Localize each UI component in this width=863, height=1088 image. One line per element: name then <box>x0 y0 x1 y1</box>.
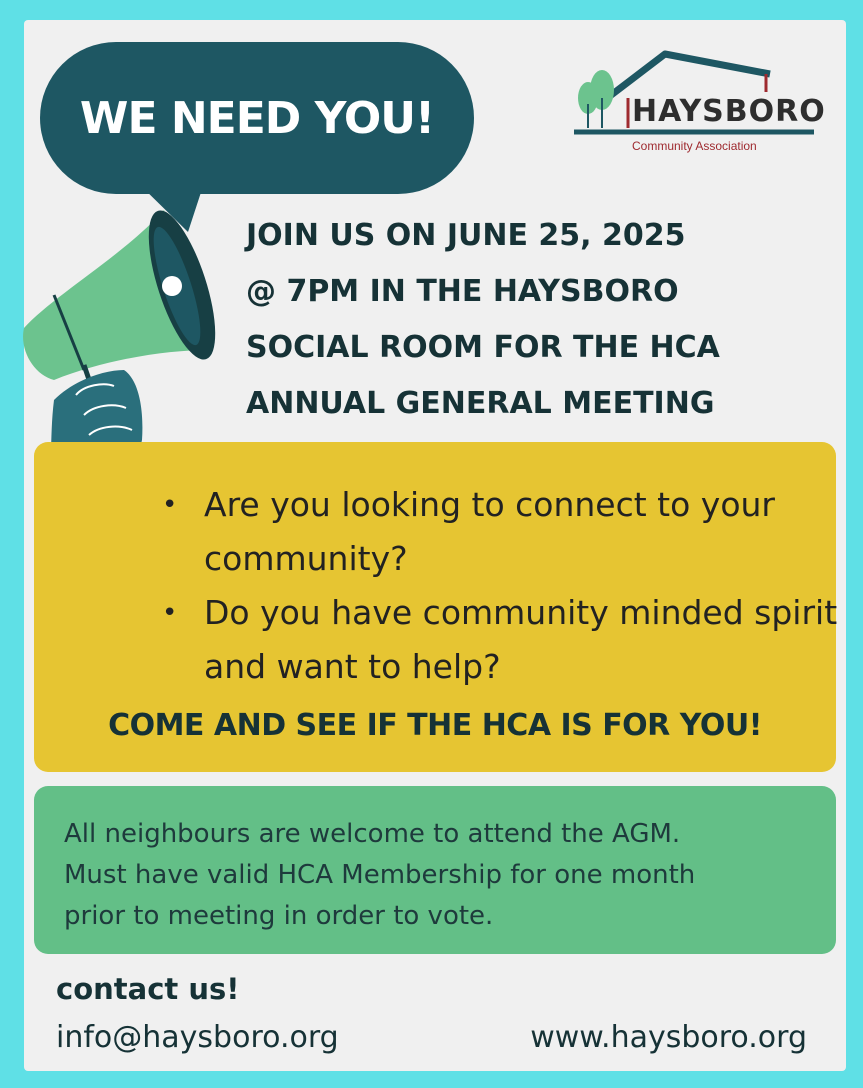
notice-line: Must have valid HCA Membership for one month <box>64 860 696 890</box>
bullet: • <box>162 490 178 520</box>
call-to-action: COME AND SEE IF THE HCA IS FOR YOU! <box>108 708 762 743</box>
logo-subtitle: Community Association <box>632 139 757 153</box>
speech-bubble <box>40 42 474 194</box>
list-item <box>162 586 844 694</box>
notice-line: All neighbours are welcome to attend the AGM. <box>64 819 681 849</box>
contact-title: contact us! <box>56 972 240 1006</box>
questions-box <box>34 442 836 772</box>
notice-box <box>34 786 836 954</box>
list-item <box>162 478 844 586</box>
questions-list <box>162 478 844 694</box>
headline-line: @ 7PM IN THE HAYSBORO <box>246 274 679 309</box>
bullet: • <box>162 598 178 628</box>
notice-line: prior to meeting in order to vote. <box>64 901 494 931</box>
headline-line: JOIN US ON JUNE 25, 2025 <box>246 218 686 253</box>
event-headline <box>246 208 836 432</box>
logo-name: HAYSBORO <box>632 94 826 129</box>
headline-line: ANNUAL GENERAL MEETING <box>246 386 715 421</box>
headline-line: SOCIAL ROOM FOR THE HCA <box>246 330 720 365</box>
contact-website: www.haysboro.org <box>530 1020 807 1055</box>
question-text: Do you have community minded spirit and want to help? <box>204 593 838 686</box>
contact-email: info@haysboro.org <box>56 1020 339 1055</box>
question-text: Are you looking to connect to your community? <box>204 485 775 578</box>
bubble-text: WE NEED YOU! <box>79 92 435 144</box>
notice-text <box>64 814 824 937</box>
